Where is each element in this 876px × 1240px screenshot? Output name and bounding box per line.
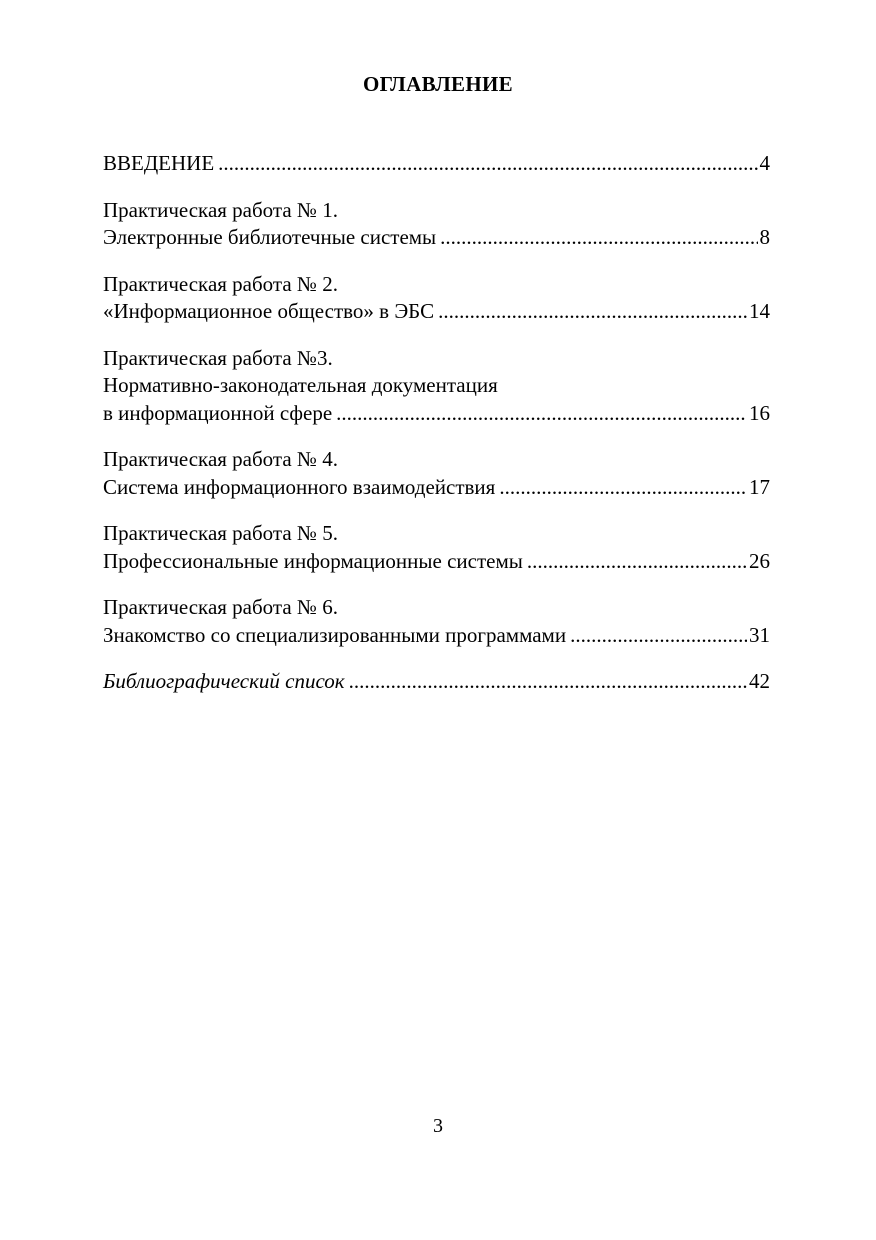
toc-entry-page: 31: [749, 622, 770, 647]
toc-entry-page: 14: [749, 299, 770, 323]
toc-entry-row: [103, 474, 770, 502]
toc-entry-row: [103, 224, 770, 252]
toc-list: [103, 150, 770, 715]
toc-entry-practical-2: [103, 271, 770, 326]
toc-entry-subheading: Нормативно-законодательная документация: [103, 373, 498, 397]
dot-leader: [527, 548, 747, 576]
toc-entry-row: [103, 622, 770, 650]
toc-entry-title: в информационной сфере: [103, 400, 333, 425]
toc-title: ОГЛАВЛЕНИЕ: [363, 72, 513, 96]
toc-entry-title: «Информационное общество» в ЭБС: [103, 299, 435, 323]
dot-leader: [349, 668, 747, 696]
toc-entry-page: 17: [749, 474, 770, 499]
toc-entry-heading: Практическая работа № 4.: [103, 447, 338, 471]
toc-entry-practical-3: [103, 345, 770, 428]
toc-entry-practical-6: [103, 594, 770, 649]
dot-leader: [218, 150, 757, 178]
dot-leader: [438, 298, 747, 326]
toc-entry-title: Система информационного взаимодействия: [103, 474, 496, 499]
toc-entry-title: Профессиональные информационные системы: [103, 548, 523, 573]
toc-entry-title: Знакомство со специализированными программами: [103, 622, 567, 647]
toc-entry-introduction: [103, 150, 770, 178]
toc-entry-heading: Практическая работа № 6.: [103, 595, 338, 619]
toc-entry-row: [103, 150, 770, 178]
toc-entry-heading: Практическая работа № 5.: [103, 521, 338, 545]
dot-leader: [499, 474, 747, 502]
toc-entry-title: Библиографический список: [103, 669, 345, 693]
toc-entry-row: [103, 400, 770, 428]
toc-entry-row: [103, 668, 770, 696]
toc-entry-heading: Практическая работа №3.: [103, 345, 333, 370]
toc-entry-page: 42: [749, 669, 770, 693]
page-number: 3: [433, 1115, 443, 1137]
toc-entry-page: 8: [759, 225, 770, 249]
dot-leader: [570, 622, 747, 650]
toc-entry-row: [103, 548, 770, 576]
toc-entry-bibliography: [103, 668, 770, 696]
toc-entry-practical-1: [103, 197, 770, 252]
toc-entry-row: [103, 298, 770, 326]
dot-leader: [440, 224, 757, 252]
toc-entry-page: 26: [749, 548, 770, 573]
dot-leader: [336, 400, 747, 428]
toc-entry-page: 4: [759, 151, 770, 175]
toc-entry-heading: Практическая работа № 1.: [103, 197, 338, 222]
toc-entry-heading: Практическая работа № 2.: [103, 271, 338, 296]
toc-entry-page: 16: [749, 400, 770, 425]
toc-entry-title: Электронные библиотечные системы: [103, 225, 437, 249]
toc-entry-title: ВВЕДЕНИЕ: [103, 151, 215, 175]
toc-entry-practical-4: [103, 446, 770, 501]
toc-entry-practical-5: [103, 520, 770, 575]
